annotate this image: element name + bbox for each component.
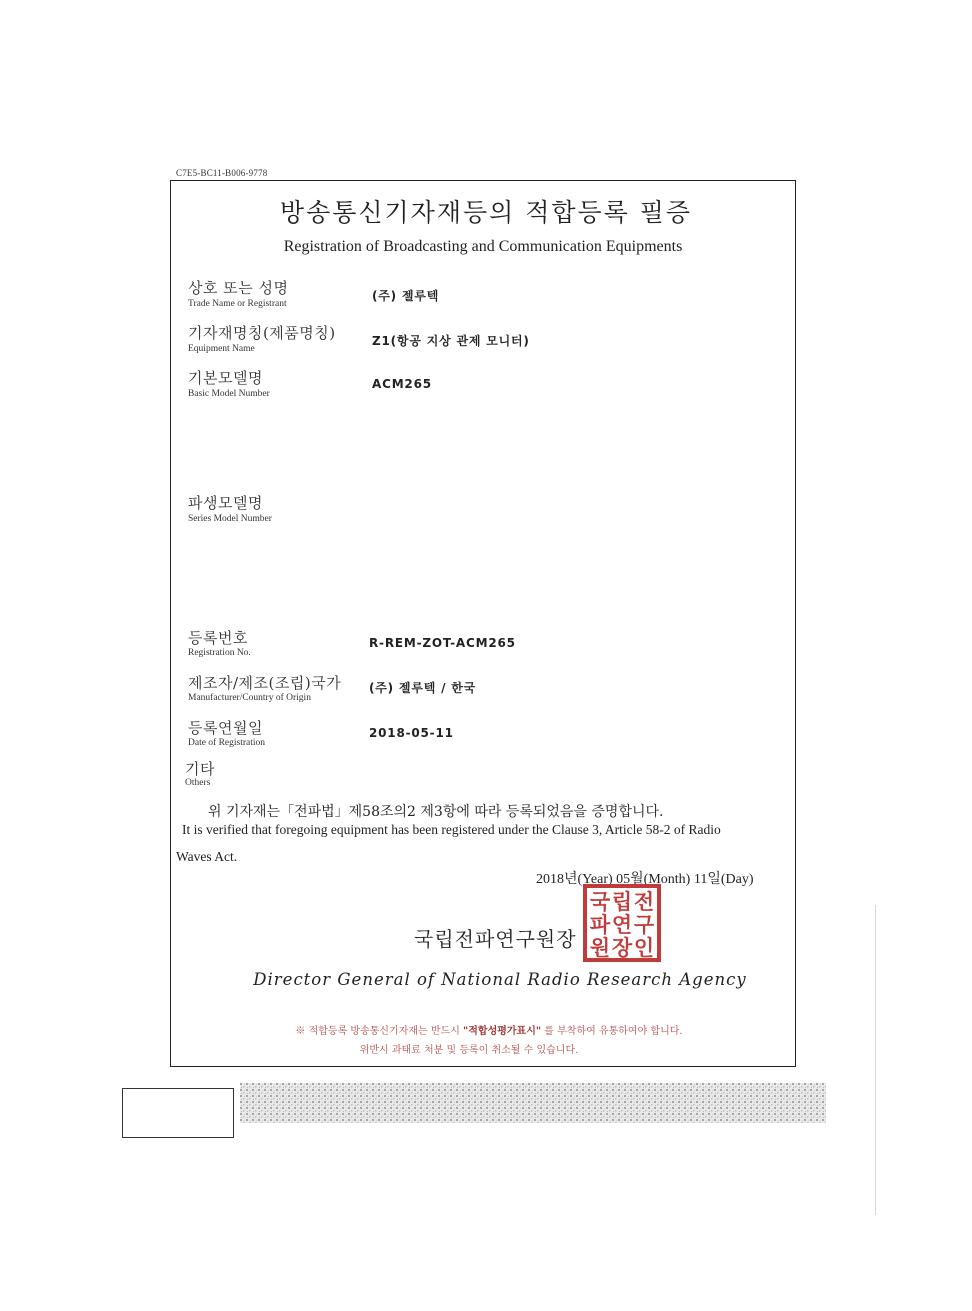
official-seal-stamp	[582, 883, 662, 963]
field-trade-name-label-en: Trade Name or Registrant	[188, 299, 287, 309]
svg-text:국: 국	[589, 890, 611, 914]
certification-statement-en-line1: It is verified that foregoing equipment has been registered under the Clause 3, Article 58-2 of Radio	[182, 822, 721, 837]
director-title-en: Director General of National Radio Research Agency	[253, 970, 747, 989]
svg-text:연: 연	[611, 913, 633, 937]
field-registration-no-label-ko: 등록번호	[188, 629, 248, 647]
svg-text:인: 인	[633, 936, 655, 960]
field-registration-date-value: 2018-05-11	[369, 726, 454, 740]
field-trade-name-label-ko: 상호 또는 성명	[188, 279, 289, 297]
title-english: Registration of Broadcasting and Communication Equipments	[283, 238, 683, 255]
document-id: C7E5-BC11-B006-9778	[176, 168, 268, 178]
notice-line-1-prefix: ※ 적합등록 방송통신기자재는 반드시	[295, 1026, 460, 1037]
field-basic-model-label-ko: 기본모델명	[188, 369, 263, 387]
field-registration-no-label-en: Registration No.	[188, 648, 251, 658]
field-registration-date-label-en: Date of Registration	[188, 738, 266, 748]
certification-date: 2018년(Year) 05월(Month) 11일(Day)	[536, 872, 754, 887]
svg-text:구: 구	[633, 913, 655, 937]
svg-text:원: 원	[589, 936, 611, 960]
scan-noise-strip	[240, 1083, 826, 1123]
field-equipment-name-label-ko: 기자재명칭(제품명칭)	[188, 324, 336, 342]
field-manufacturer-value: (주) 젤루텍 / 한국	[369, 681, 477, 695]
field-equipment-name-label-en: Equipment Name	[188, 344, 255, 354]
svg-text:전: 전	[633, 890, 655, 914]
notice-line-1-emphasis: "적합성평가표시"	[463, 1026, 542, 1037]
field-others-label-ko: 기타	[185, 760, 215, 778]
notice-line-1	[0, 1022, 972, 1037]
director-title-ko: 국립전파연구원장	[414, 927, 577, 951]
field-trade-name-value: (주) 젤루텍	[372, 289, 440, 303]
svg-text:파: 파	[589, 913, 611, 937]
notice-line-1-suffix: 를 부착하여 유통하여야 합니다.	[544, 1026, 683, 1037]
svg-text:장: 장	[611, 936, 633, 960]
title-korean: 방송통신기자재등의 적합등록 필증	[279, 198, 693, 227]
field-series-model-label-en: Series Model Number	[188, 514, 272, 524]
field-registration-date-label-ko: 등록연월일	[188, 719, 263, 737]
field-manufacturer-label-en: Manufacturer/Country of Origin	[188, 693, 311, 703]
field-others-label-en: Others	[185, 778, 211, 788]
blank-box	[122, 1088, 234, 1138]
field-series-model-label-ko: 파생모델명	[188, 494, 263, 512]
notice-line-2: 위반시 과태료 처분 및 등록이 취소될 수 있습니다.	[359, 1045, 579, 1056]
field-equipment-name-value: Z1(항공 지상 관제 모니터)	[372, 334, 530, 348]
certification-statement-ko: 위 기자재는「전파법」제58조의2 제3항에 따라 등록되었음을 증명합니다.	[208, 804, 664, 820]
field-manufacturer-label-ko: 제조자/제조(조립)국가	[188, 674, 342, 692]
field-registration-no-value: R-REM-ZOT-ACM265	[369, 636, 516, 650]
scan-edge-line	[875, 905, 876, 1215]
field-basic-model-label-en: Basic Model Number	[188, 389, 270, 399]
svg-text:립: 립	[611, 890, 633, 914]
field-basic-model-value: ACM265	[372, 377, 432, 391]
certification-statement-en-line2: Waves Act.	[176, 849, 238, 864]
